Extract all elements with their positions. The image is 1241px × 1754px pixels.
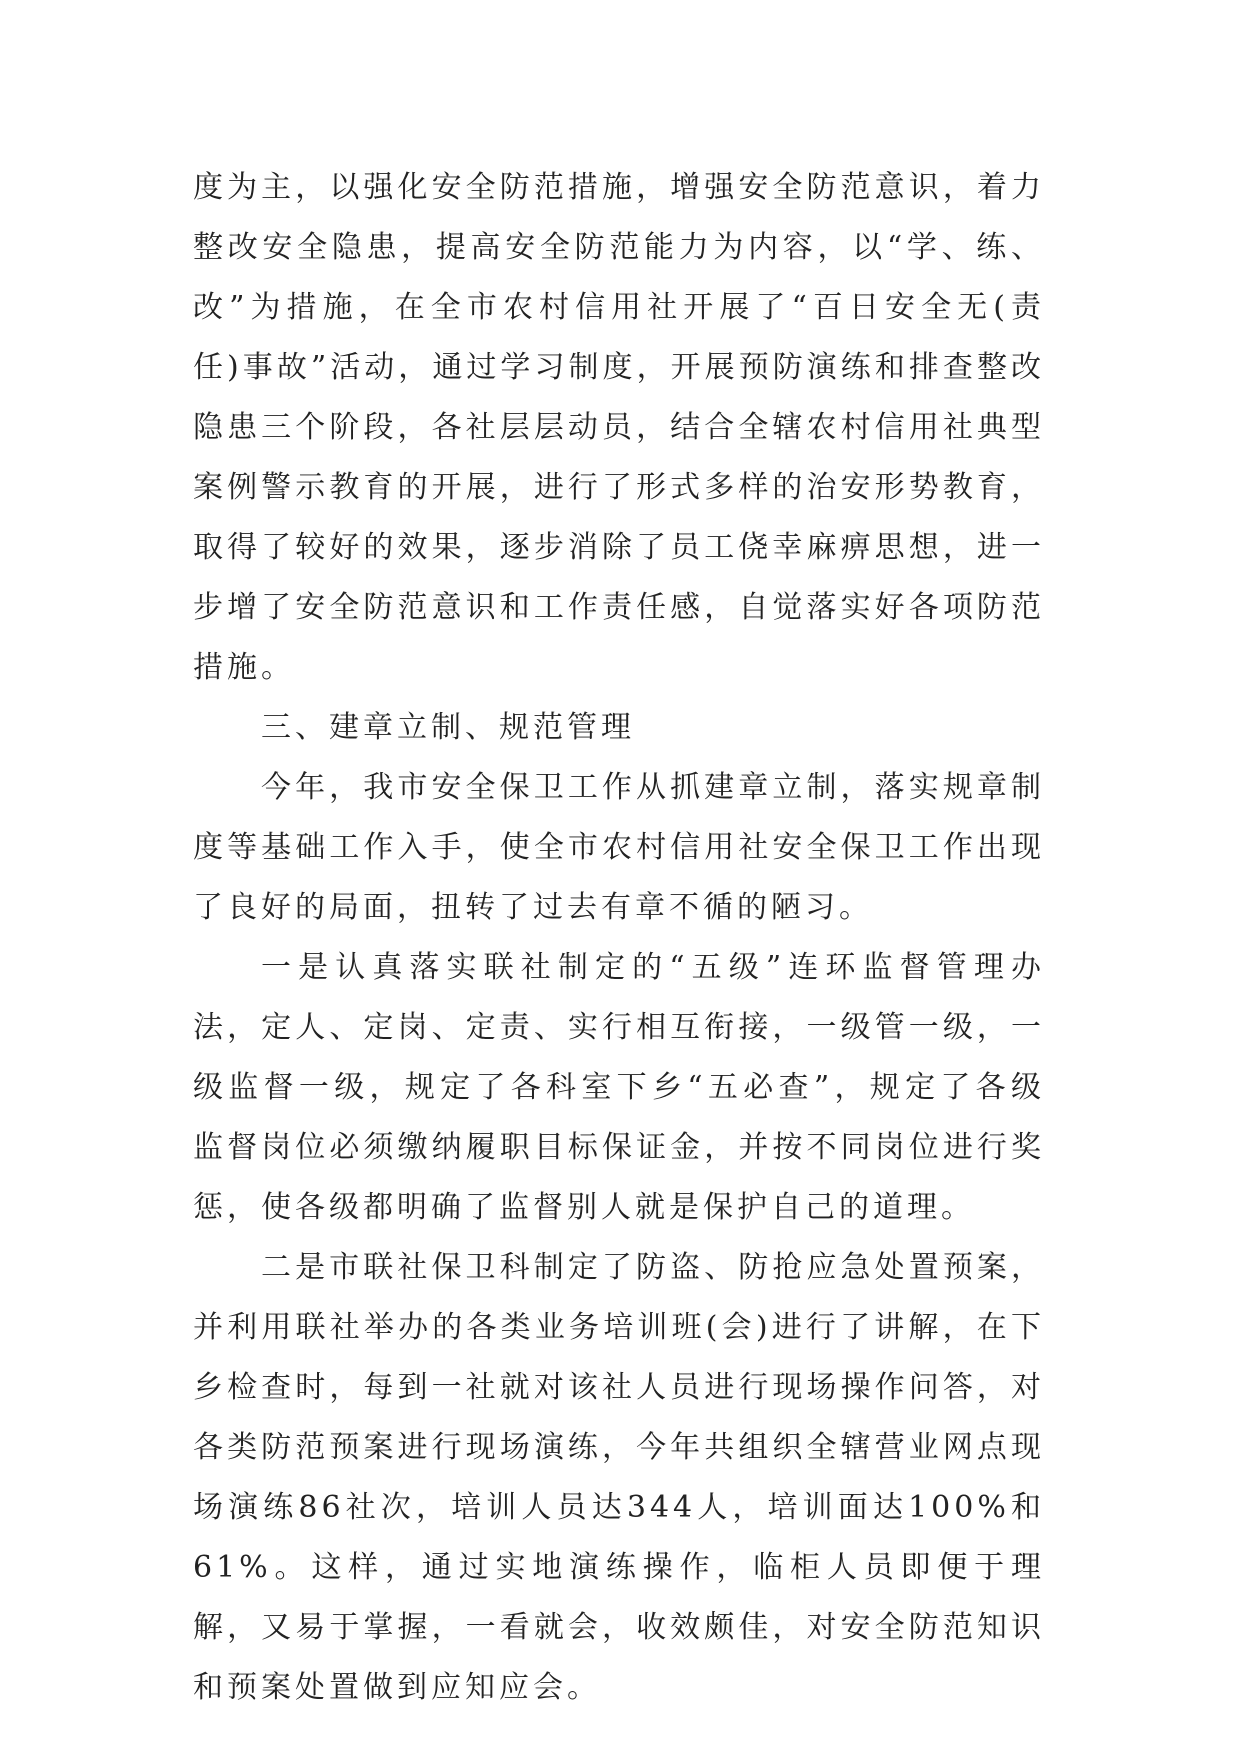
document-body (193, 158, 1045, 1718)
paragraph-point-two: 二是市联社保卫科制定了防盗、防抢应急处置预案，并利用联社举办的各类业务培训班(会)进行了讲解，在下乡检查时，每到一社就对该社人员进行现场操作问答，对各类防范预案进行现场演练，今年共组织全辖营业网点现场演练86社次，培训人员达344人，培训面达100%和61%。这样，通过实地演练操作，临柜人员即便于理解，又易于掌握，一看就会，收效颇佳，对安全防范知识和预案处置做到应知应会。 (193, 1250, 1045, 1705)
section-heading: 三、建章立制、规范管理 (261, 710, 635, 745)
paragraph-point-one: 一是认真落实联社制定的“五级”连环监督管理办法，定人、定岗、定责、实行相互衔接，一级管一级，一级监督一级，规定了各科室下乡“五必查”，规定了各级监督岗位必须缴纳履职目标保证金，并按不同岗位进行奖惩，使各级都明确了监督别人就是保护自己的道理。 (193, 950, 1045, 1225)
paragraph-continued: 度为主，以强化安全防范措施，增强安全防范意识，着力整改安全隐患，提高安全防范能力为内容，以“学、练、改”为措施，在全市农村信用社开展了“百日安全无(责任)事故”活动，通过学习制度，开展预防演练和排查整改隐患三个阶段，各社层层动员，结合全辖农村信用社典型案例警示教育的开展，进行了形式多样的治安形势教育，取得了较好的效果，逐步消除了员工侥幸麻痹思想，进一步增了安全防范意识和工作责任感，自觉落实好各项防范措施。 (193, 170, 1045, 685)
paragraph-intro: 今年，我市安全保卫工作从抓建章立制，落实规章制度等基础工作入手，使全市农村信用社安全保卫工作出现了良好的局面，扭转了过去有章不循的陋习。 (193, 770, 1045, 925)
